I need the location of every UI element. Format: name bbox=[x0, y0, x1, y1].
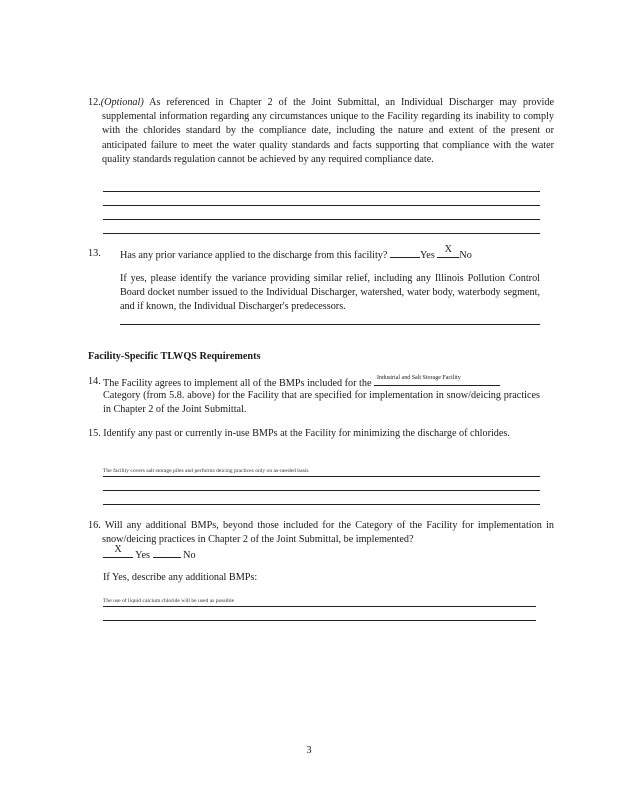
no-blank[interactable] bbox=[153, 547, 181, 558]
page-number: 3 bbox=[306, 745, 312, 756]
yes-label: Yes bbox=[419, 250, 435, 261]
question-12-optional: (Optional) bbox=[100, 97, 144, 108]
question-13-followup: If yes, please identify the variance providing similar relief, including any Illinois Pollution Control Board docket number issued to the Individual Discharger, watershed, water body, waterbody segment, and if known, the Individual Discharger's predecessors. bbox=[120, 273, 540, 313]
question-13 bbox=[120, 243, 540, 263]
question-12 bbox=[88, 96, 554, 167]
answer-line bbox=[103, 233, 540, 234]
answer-line bbox=[103, 504, 540, 505]
question-16 bbox=[88, 519, 554, 547]
question-14-text-before: The Facility agrees to implement all of the BMPs included for the bbox=[103, 378, 372, 389]
answer-line bbox=[103, 490, 540, 491]
question-15 bbox=[88, 427, 554, 441]
question-16-followup: If Yes, describe any additional BMPs: bbox=[103, 572, 258, 583]
section-heading: Facility-Specific TLWQS Requirements bbox=[88, 351, 261, 362]
question-16-number: 16. bbox=[88, 520, 101, 531]
question-15-answer[interactable]: The facility covers salt storage piles and performs deicing practices only on as-needed basis bbox=[103, 468, 309, 474]
answer-line bbox=[103, 205, 540, 206]
question-15-number: 15. bbox=[88, 428, 101, 439]
question-13-text: Has any prior variance applied to the discharge from this facility? bbox=[120, 250, 388, 261]
answer-line bbox=[103, 191, 540, 192]
yes-label: Yes bbox=[135, 550, 150, 561]
answer-line bbox=[103, 219, 540, 220]
no-blank[interactable]: X bbox=[437, 247, 459, 258]
answer-line bbox=[103, 620, 536, 621]
question-13-number: 13. bbox=[88, 248, 101, 259]
question-15-text: Identify any past or currently in-use BMPs at the Facility for minimizing the discharge of chlorides. bbox=[103, 428, 510, 439]
question-12-text: As referenced in Chapter 2 of the Joint Submittal, an Individual Discharger may provide supplemental information regarding any circumstances unique to the Facility regarding its inability to comply with the chlorides standard by the compliance date, including the nature and extent of the present or anticipated failure to meet the water quality standards and facts supporting that compliance with the water quality standards regulation cannot be achieved by any required compliance date. bbox=[102, 97, 554, 165]
no-label: No bbox=[183, 550, 196, 561]
question-12-number: 12. bbox=[88, 97, 101, 108]
question-14-number: 14. bbox=[88, 376, 101, 387]
category-answer: Industrial and Salt Storage Facility bbox=[377, 374, 461, 381]
question-16-choices bbox=[103, 543, 196, 563]
question-16-answer[interactable]: The use of liquid calcium chloride will be used as possible bbox=[103, 598, 235, 604]
answer-line bbox=[103, 606, 536, 607]
category-field[interactable] bbox=[374, 375, 500, 386]
question-16-text: Will any additional BMPs, beyond those included for the Category of the Facility for implementation in snow/deicing practices in Chapter 2 of the Joint Submittal, be implemented? bbox=[102, 520, 554, 546]
no-label: No bbox=[459, 250, 472, 261]
answer-line bbox=[120, 324, 540, 325]
yes-blank[interactable]: X bbox=[103, 547, 133, 558]
yes-blank[interactable] bbox=[390, 247, 420, 258]
answer-line bbox=[103, 476, 540, 477]
question-14-text-after: Category (from 5.8. above) for the Facility that are specified for implementation in snow/deicing practices in Chapter 2 of the Joint Submittal. bbox=[103, 390, 540, 416]
